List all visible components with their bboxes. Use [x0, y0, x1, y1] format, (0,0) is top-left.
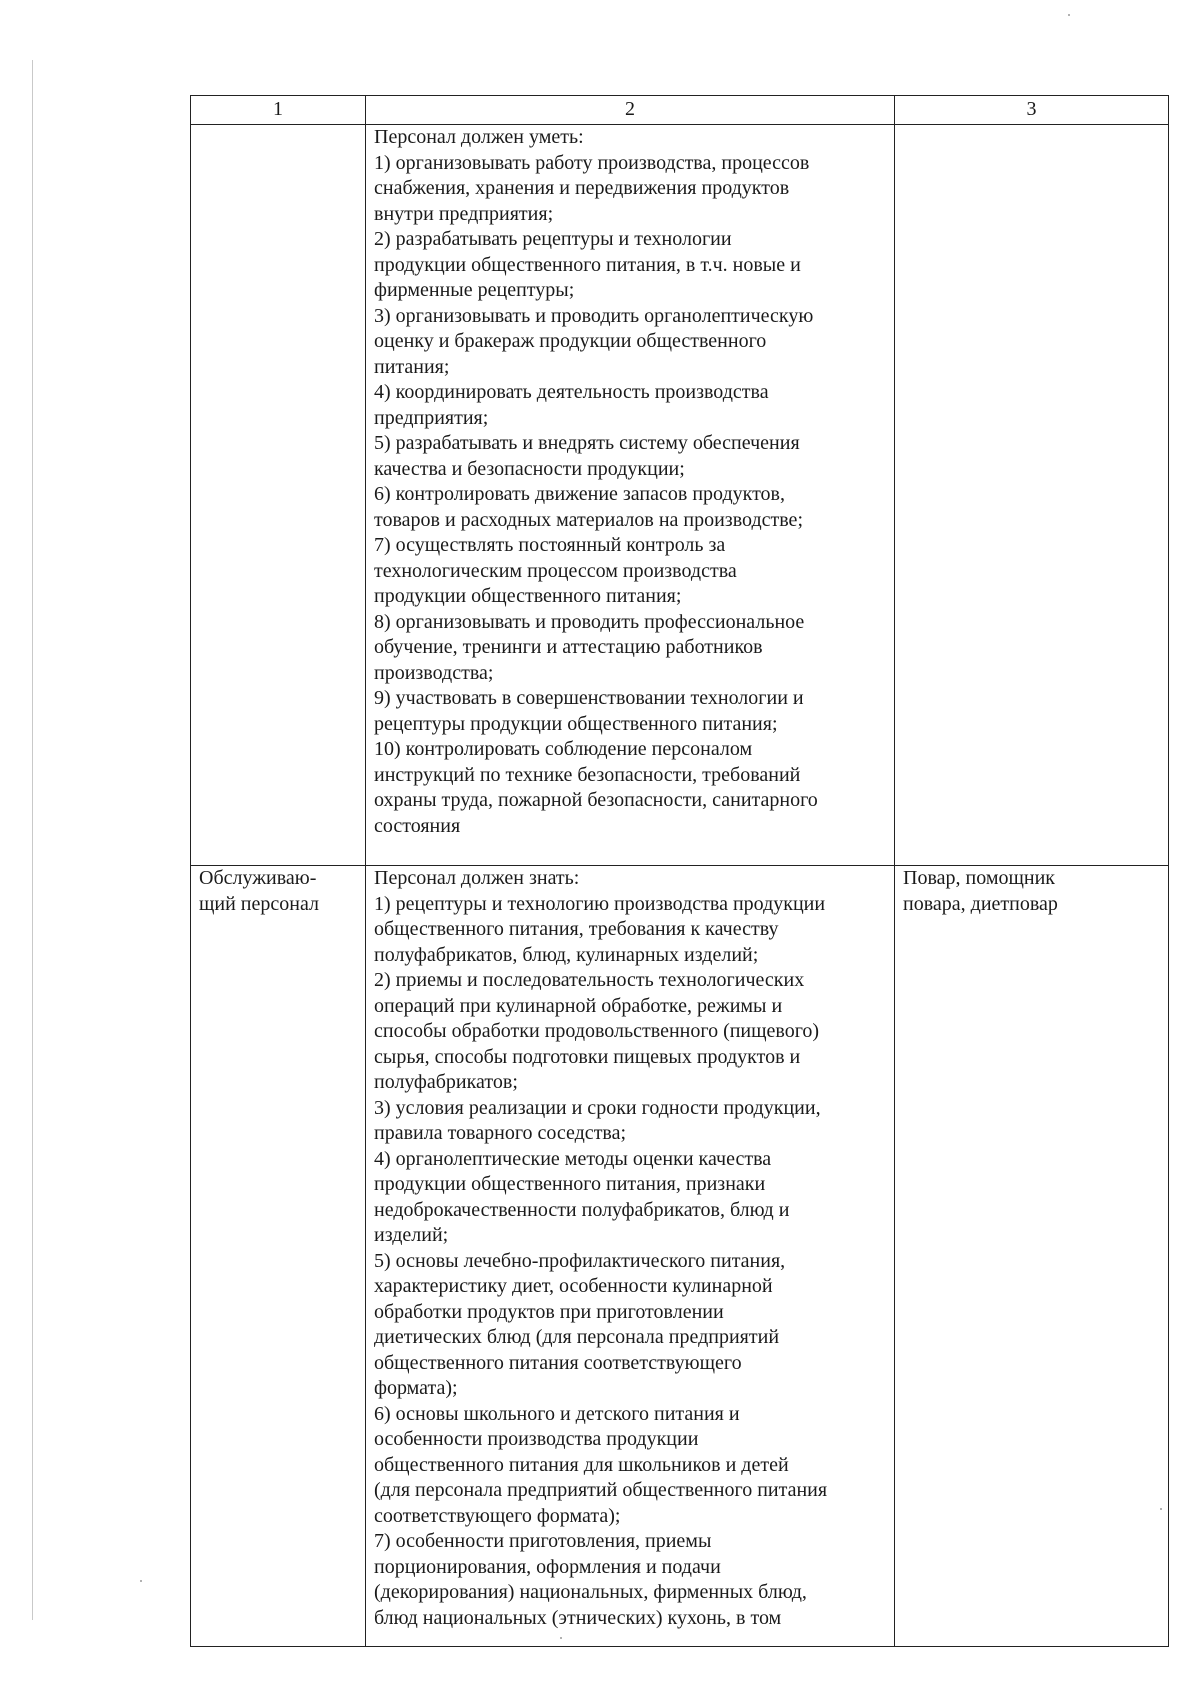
requirement-line: 3) условия реализации и сроки годности продукции,: [374, 1096, 821, 1119]
requirement-line: 10) контролировать соблюдение персоналом: [374, 738, 753, 760]
requirements-cell: [366, 866, 895, 1647]
requirements-cell: [366, 125, 895, 866]
requirement-line: предприятия;: [374, 406, 489, 429]
requirement-line: качества и безопасности продукции;: [374, 457, 685, 480]
table-row: [191, 125, 1169, 866]
requirement-line: 4) органолептические методы оценки качества: [374, 1147, 772, 1170]
requirement-line: рецептуры продукции общественного питания;: [374, 712, 778, 735]
column-number-1: 1: [191, 96, 366, 125]
requirement-line: общественного питания соответствующего: [374, 1351, 742, 1374]
requirement-line: 6) контролировать движение запасов продуктов,: [374, 483, 785, 505]
requirement-line: 4) координировать деятельность производства: [374, 381, 769, 403]
requirement-line: обучение, тренинги и аттестацию работников: [374, 636, 763, 658]
requirement-line: диетических блюд (для персонала предприятий: [374, 1326, 780, 1348]
requirement-line: обработки продуктов при приготовлении: [374, 1300, 724, 1323]
requirement-line: 1) рецептуры и технологию производства продукции: [374, 892, 826, 915]
requirement-line: характеристику диет, особенности кулинарной: [374, 1275, 773, 1297]
table-header-row: [191, 96, 1169, 125]
requirement-line: оценку и бракераж продукции общественного: [374, 330, 767, 352]
scan-speck: [140, 1580, 142, 1582]
requirement-line: 2) разрабатывать рецептуры и технологии: [374, 228, 732, 250]
requirement-line: Персонал должен знать:: [374, 867, 580, 889]
position-line: Повар, помощник: [903, 867, 1056, 889]
requirement-line: охраны труда, пожарной безопасности, санитарного: [374, 789, 818, 811]
requirement-line: Персонал должен уметь:: [374, 126, 584, 148]
requirement-line: полуфабрикатов, блюд, кулинарных изделий;: [374, 943, 759, 966]
requirement-line: 2) приемы и последовательность технологических: [374, 969, 805, 991]
requirement-line: изделий;: [374, 1224, 449, 1246]
requirement-line: состояния: [374, 814, 461, 837]
requirement-line: 1) организовывать работу производства, процессов: [374, 151, 810, 174]
requirement-line: 7) осуществлять постоянный контроль за: [374, 534, 726, 556]
requirement-line: способы обработки продовольственного (пищевого): [374, 1020, 820, 1042]
role-label-line: Обслуживаю-: [199, 867, 317, 889]
requirement-line: порционирования, оформления и подачи: [374, 1555, 721, 1578]
requirement-line: общественного питания для школьников и детей: [374, 1453, 789, 1476]
requirement-line: товаров и расходных материалов на производстве;: [374, 508, 803, 531]
requirement-line: 3) организовывать и проводить органолептическую: [374, 304, 814, 327]
requirement-line: технологическим процессом производства: [374, 559, 737, 582]
scan-speck: [1068, 14, 1070, 16]
column-number-3: 3: [895, 96, 1169, 125]
requirement-line: продукции общественного питания, в т.ч. новые и: [374, 253, 801, 276]
role-label-line: щий персонал: [199, 892, 319, 915]
requirement-line: (декорирования) национальных, фирменных блюд,: [374, 1581, 807, 1603]
requirement-line: 5) разрабатывать и внедрять систему обеспечения: [374, 432, 800, 454]
requirement-line: фирменные рецептуры;: [374, 279, 575, 301]
requirement-line: операций при кулинарной обработке, режимы и: [374, 994, 783, 1017]
requirement-line: продукции общественного питания, признаки: [374, 1173, 766, 1195]
requirement-line: полуфабрикатов;: [374, 1071, 518, 1093]
requirement-line: особенности производства продукции: [374, 1428, 699, 1450]
requirement-line: инструкций по технике безопасности, требований: [374, 763, 801, 786]
requirement-line: (для персонала предприятий общественного питания: [374, 1479, 828, 1501]
requirement-line: формата);: [374, 1377, 458, 1399]
requirement-line: 5) основы лечебно-профилактического питания,: [374, 1249, 786, 1272]
requirement-line: 9) участвовать в совершенствовании технологии и: [374, 687, 804, 709]
requirement-line: внутри предприятия;: [374, 202, 554, 225]
positions-cell: [895, 125, 1169, 866]
positions-cell: [895, 866, 1169, 1647]
requirement-line: сырья, способы подготовки пищевых продуктов и: [374, 1045, 801, 1068]
requirement-line: производства;: [374, 661, 494, 684]
requirement-line: снабжения, хранения и передвижения продуктов: [374, 177, 790, 199]
requirement-line: общественного питания, требования к качеству: [374, 918, 779, 940]
requirement-line: питания;: [374, 355, 450, 378]
role-cell: [191, 125, 366, 866]
requirement-line: соответствующего формата);: [374, 1504, 621, 1527]
table-row: [191, 866, 1169, 1647]
role-cell: [191, 866, 366, 1647]
position-line: повара, диетповар: [903, 892, 1058, 915]
competency-table: [190, 95, 1169, 1647]
requirement-line: блюд национальных (этнических) кухонь, в том: [374, 1606, 782, 1629]
requirement-line: 7) особенности приготовления, приемы: [374, 1530, 712, 1552]
requirement-line: правила товарного соседства;: [374, 1122, 627, 1144]
requirement-line: продукции общественного питания;: [374, 585, 682, 607]
scan-margin-line: [32, 60, 33, 1620]
requirement-line: недоброкачественности полуфабрикатов, блюд и: [374, 1198, 790, 1221]
requirement-line: 8) организовывать и проводить профессиональное: [374, 610, 805, 633]
requirement-line: 6) основы школьного и детского питания и: [374, 1402, 740, 1425]
column-number-2: 2: [366, 96, 895, 125]
